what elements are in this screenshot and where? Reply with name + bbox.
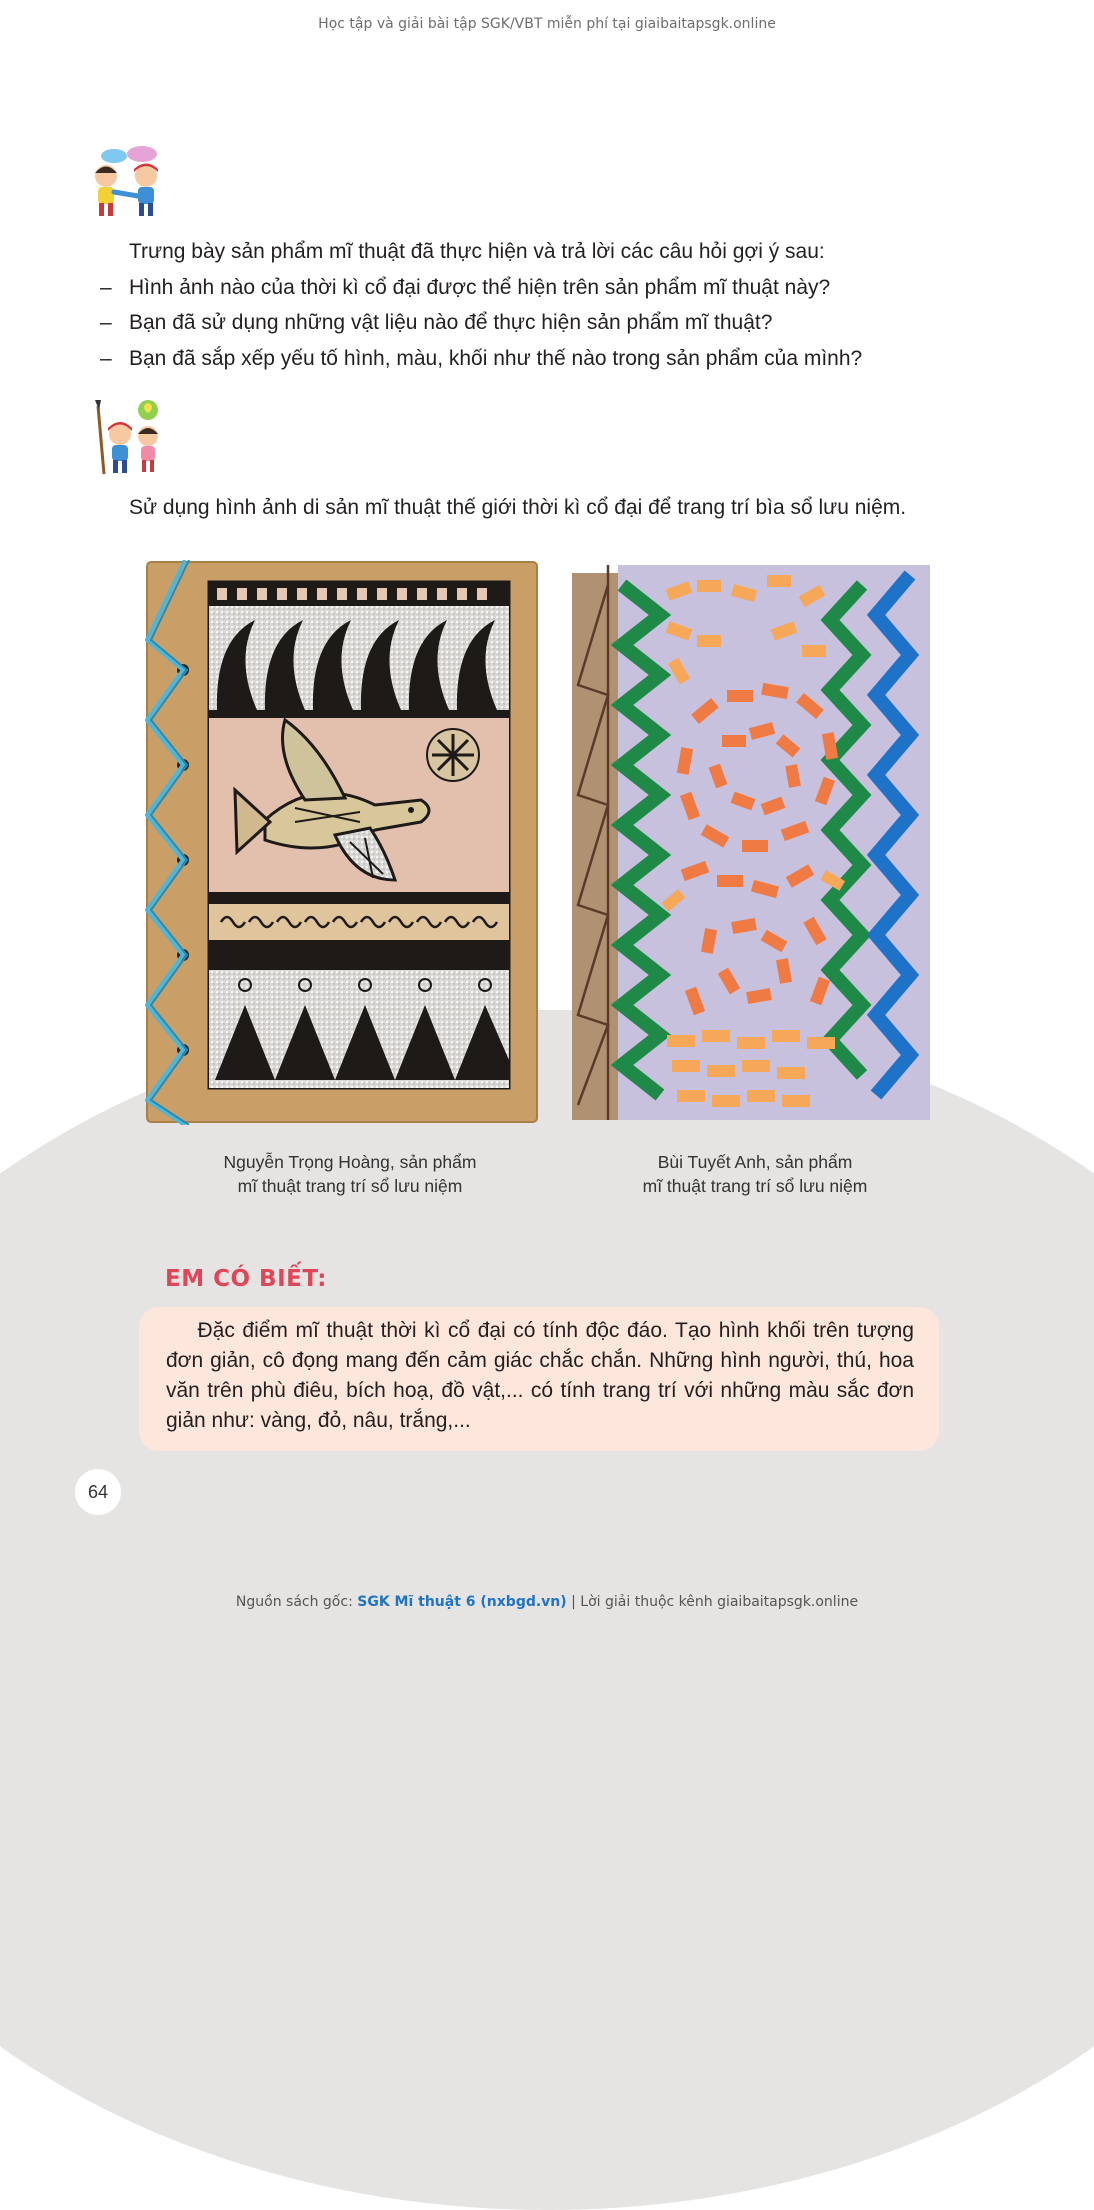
practice-instruction: Sử dụng hình ảnh di sản mĩ thuật thế giới thời kì cổ đại để trang trí bìa sổ lưu niệm. [129, 496, 907, 519]
did-you-know-body: Đặc điểm mĩ thuật thời kì cổ đại có tính độc đáo. Tạo hình khối trên tượng đơn giản, cô đọng mang đến cảm giác chắc chắn. Những hình người, thú, hoa văn trên phù điêu, bích hoạ, đồ vật,... có tính trang trí với những màu sắc đơn giản như: vàng, đỏ, nâu, trắng,... [166, 1319, 914, 1432]
artwork-caption-2 [590, 1150, 920, 1198]
footer-divider [0, 1580, 1094, 1581]
question-text: Bạn đã sắp xếp yếu tố hình, màu, khối như thế nào trong sản phẩm của mình? [129, 346, 863, 370]
discussion-question-1 [100, 270, 1020, 306]
dash-bullet: – [100, 346, 112, 370]
kids-discussion-icon [84, 146, 170, 220]
discussion-question-3 [100, 341, 1020, 377]
question-text: Bạn đã sử dụng những vật liệu nào để thực hiện sản phẩm mĩ thuật? [129, 311, 773, 334]
kids-practice-icon [90, 398, 172, 478]
question-text: Hình ảnh nào của thời kì cổ đại được thể hiện trên sản phẩm mĩ thuật này? [129, 275, 831, 299]
artwork-mosaic-notebook [572, 565, 932, 1125]
caption-line: mĩ thuật trang trí sổ lưu niệm [237, 1176, 463, 1196]
caption-line: Bùi Tuyết Anh, sản phẩm [657, 1152, 853, 1172]
discussion-intro: Trưng bày sản phẩm mĩ thuật đã thực hiện và trả lời các câu hỏi gợi ý sau: [129, 240, 825, 263]
dash-bullet: – [100, 275, 112, 299]
footer-source-note [0, 1594, 1094, 1610]
caption-line: mĩ thuật trang trí sổ lưu niệm [642, 1176, 868, 1196]
footer-suffix: | Lời giải thuộc kênh giaibaitapsgk.online [566, 1594, 859, 1610]
discussion-question-2 [100, 305, 1020, 341]
did-you-know-text [166, 1316, 914, 1436]
page-number: 64 [75, 1469, 121, 1515]
footer-book-link[interactable]: SGK Mĩ thuật 6 (nxbgd.vn) [357, 1594, 567, 1610]
artwork-greek-notebook [145, 560, 540, 1125]
background-arc [0, 1010, 1094, 2210]
caption-line: Nguyễn Trọng Hoàng, sản phẩm [223, 1152, 477, 1172]
did-you-know-title: EM CÓ BIẾT: [165, 1266, 327, 1292]
footer-prefix: Nguồn sách gốc: [235, 1594, 358, 1610]
dash-bullet: – [100, 311, 112, 334]
header-source-note: Học tập và giải bài tập SGK/VBT miễn phí tại giaibaitapsgk.online [318, 16, 776, 32]
artwork-caption-1 [175, 1150, 525, 1198]
discussion-block [100, 234, 1020, 376]
